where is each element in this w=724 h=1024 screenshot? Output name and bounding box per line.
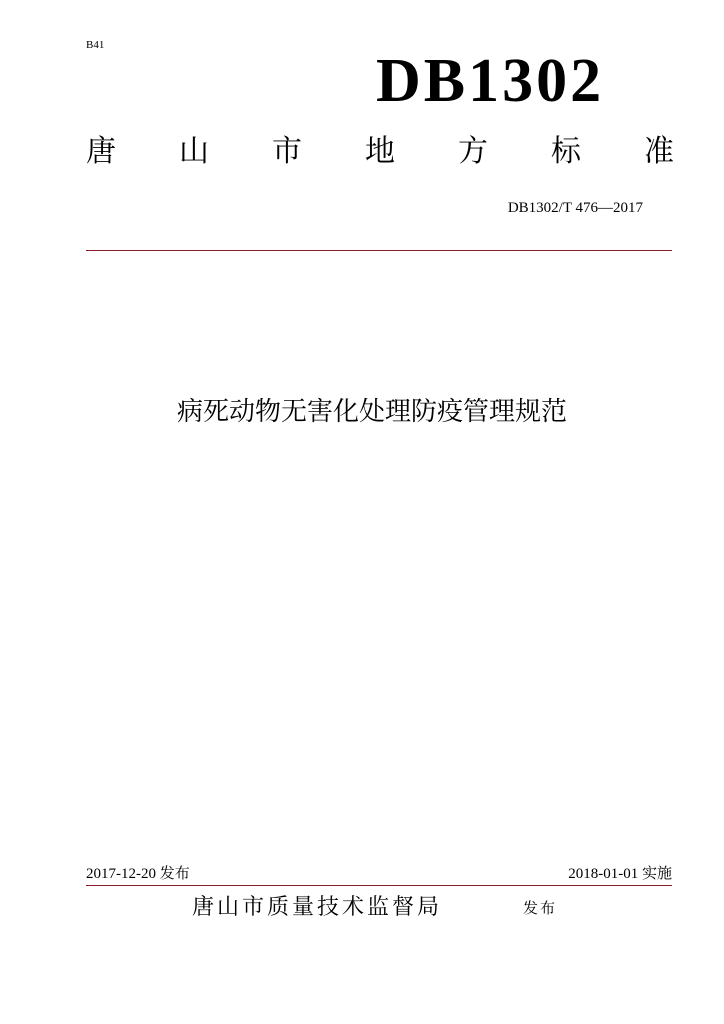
standard-type-char: 市 (272, 134, 302, 169)
document-title: 病死动物无害化处理防疫管理规范 (176, 397, 567, 427)
standard-code-heading: DB1302 (376, 47, 605, 115)
standard-type-char: 唐 (86, 134, 116, 169)
standard-type-heading (86, 132, 674, 172)
standard-type-char: 方 (458, 134, 488, 169)
issuing-authority-suffix: 发布 (523, 899, 558, 917)
standard-number: DB1302/T 476—2017 (507, 200, 643, 216)
bottom-divider (86, 885, 672, 886)
issuing-authority: 唐山市质量技术监督局 (192, 895, 443, 920)
standard-type-char: 标 (551, 134, 581, 169)
implementation-date: 2018-01-01 实施 (568, 866, 672, 882)
standard-type-char: 山 (179, 134, 209, 169)
standard-type-char: 地 (365, 134, 395, 169)
ccs-classification-code: B41 (86, 39, 105, 51)
top-divider (86, 250, 672, 251)
standard-type-char: 准 (644, 134, 674, 169)
issue-date: 2017-12-20 发布 (86, 866, 190, 882)
